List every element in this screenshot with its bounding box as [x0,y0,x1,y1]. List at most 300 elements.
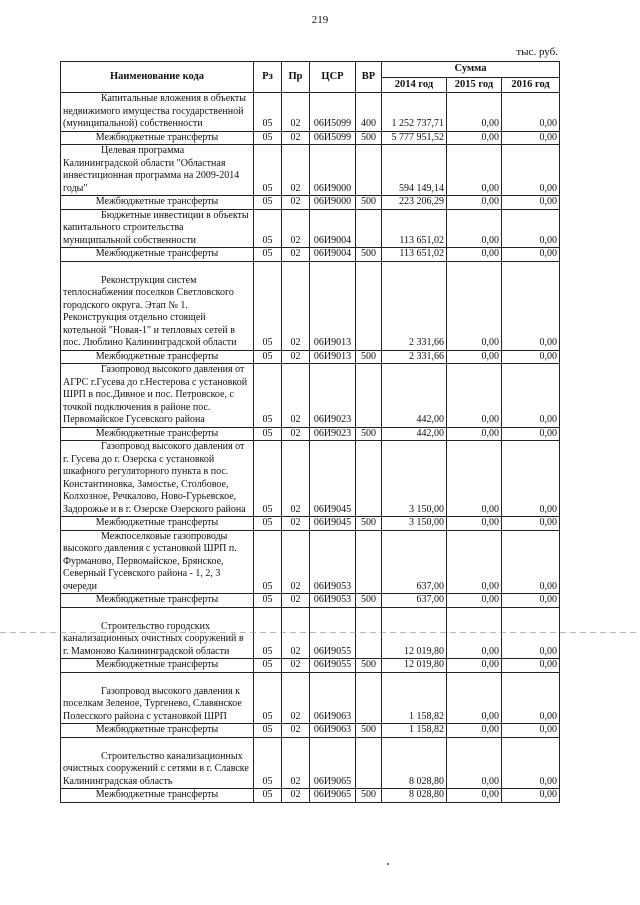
row-2014-text: 1 158,82 [409,724,444,735]
row-vr [356,737,382,789]
units-label: тыс. руб. [516,46,558,58]
row-rz-text: 05 [262,789,273,800]
row-2016 [502,209,560,248]
table-row [61,350,560,364]
table-row [61,530,560,594]
table-row [61,131,560,145]
row-rz [254,789,282,803]
row-pr-text: 02 [290,580,301,592]
row-rz-text: 05 [262,710,273,722]
budget-table [60,61,560,803]
row-rz [254,145,282,196]
row-2014 [382,659,447,673]
row-rz [254,594,282,608]
row-name [61,248,254,262]
row-2016-text: 0,00 [539,789,558,800]
row-pr-text: 02 [290,234,301,246]
row-csr [310,350,356,364]
row-name [61,261,254,350]
row-2016-text: 0,00 [539,337,558,348]
row-2016 [502,427,560,441]
row-2016 [502,737,560,789]
row-2016-text: 0,00 [539,350,558,362]
header-2016: 2016 год [502,77,560,93]
row-2016-text: 0,00 [539,196,558,207]
row-csr-text: 06И9013 [313,350,352,362]
row-pr-text: 02 [290,427,301,439]
row-2016-text: 0,00 [539,182,558,194]
row-vr [356,145,382,196]
row-2016-text: 0,00 [539,234,558,246]
row-csr [310,364,356,428]
row-name-text: Межбюджетные трансферты [95,517,219,528]
row-rz [254,427,282,441]
row-vr-text: 500 [361,789,376,800]
header-row-top [61,62,560,78]
row-2014-text: 12 019,80 [404,645,444,657]
row-vr [356,209,382,248]
row-2014-text: 594 149,14 [399,182,444,194]
row-2016-text: 0,00 [539,594,558,605]
header-name: Наименование кода [61,62,254,93]
row-2014 [382,789,447,803]
row-2015-text: 0,00 [481,414,499,425]
row-2014 [382,248,447,262]
row-name [61,427,254,441]
row-csr-text: 06И5099 [313,131,352,143]
row-rz-text: 05 [262,118,273,129]
row-pr [282,145,310,196]
row-2014 [382,93,447,132]
row-pr-text: 02 [290,503,301,515]
row-2014 [382,517,447,531]
row-2014 [382,209,447,248]
row-rz-text: 05 [262,580,273,592]
row-2016 [502,196,560,210]
row-pr [282,427,310,441]
row-name [61,517,254,531]
row-pr-text: 02 [290,131,301,143]
row-2014 [382,672,447,724]
row-name [61,724,254,738]
row-name-text: Межбюджетные трансферты [95,659,219,670]
row-2015-text: 0,00 [481,503,499,515]
row-name-text: Реконструкция систем теплоснабжения поселков Светловского городского округа. Этап № 1. Реконструкция отдельно стоящей котельной "Новая-1" и тепловых сетей в пос. Люблино Калининградской области [63,274,237,348]
row-csr-text: 06И9013 [313,337,352,348]
row-2016-text: 0,00 [539,131,558,143]
row-vr-text: 500 [361,517,376,528]
row-pr [282,659,310,673]
row-vr-text: 500 [361,427,376,439]
row-vr [356,530,382,594]
row-pr [282,248,310,262]
row-2015 [447,350,502,364]
row-name-text: Целевая программа Калининградской области "Областная инвестиционная программа на 2009-2014 годы" [63,145,240,194]
row-rz [254,261,282,350]
row-2015-text: 0,00 [481,710,499,722]
table-row [61,93,560,132]
row-vr-text: 500 [361,594,376,605]
row-csr-text: 06И9063 [313,724,352,735]
row-2015 [447,737,502,789]
table-row [61,789,560,803]
row-2015 [447,789,502,803]
row-pr-text: 02 [290,724,301,735]
row-vr [356,93,382,132]
page-number: 219 [311,14,329,26]
row-2015 [447,659,502,673]
row-2014 [382,441,447,517]
row-2015-text: 0,00 [481,118,499,129]
row-2015 [447,427,502,441]
row-vr [356,441,382,517]
row-2014-text: 113 651,02 [399,248,444,259]
row-2015 [447,209,502,248]
row-vr-text: 400 [361,118,376,129]
row-2014 [382,364,447,428]
table-row [61,659,560,673]
row-vr [356,517,382,531]
row-name-text: Газопровод высокого давления к поселкам Зеленое, Тургенево, Славянское Полесского района с установкой ШРП [63,685,242,722]
scan-artifact-line [0,632,640,633]
row-csr-text: 06И9055 [313,645,352,657]
row-2014-text: 8 028,80 [409,775,444,787]
row-2014-text: 1 158,82 [409,710,444,722]
row-csr [310,93,356,132]
scan-dot [387,863,389,865]
table-row [61,441,560,517]
row-pr [282,350,310,364]
row-name [61,145,254,196]
row-csr-text: 06И9063 [313,710,352,722]
row-pr [282,517,310,531]
row-2014 [382,530,447,594]
row-2014 [382,350,447,364]
row-name-text: Межбюджетные трансферты [95,248,219,259]
row-vr [356,659,382,673]
table-row [61,724,560,738]
row-2014 [382,131,447,145]
row-csr [310,789,356,803]
row-name-text: Строительство городских канализационных очистных сооружений в г. Мамоново Калининградской области [63,620,244,657]
row-pr-text: 02 [290,182,301,194]
row-pr [282,672,310,724]
row-2014 [382,196,447,210]
table-row [61,196,560,210]
row-vr [356,350,382,364]
row-rz-text: 05 [262,724,273,735]
row-name [61,364,254,428]
row-rz [254,209,282,248]
header-2014: 2014 год [382,77,447,93]
row-2016 [502,93,560,132]
row-2015-text: 0,00 [481,594,499,605]
row-csr [310,594,356,608]
table-row [61,517,560,531]
table-row [61,364,560,428]
row-2015-text: 0,00 [481,234,499,246]
row-2015-text: 0,00 [481,131,499,143]
row-2016-text: 0,00 [539,580,558,592]
header-csr: ЦСР [310,62,356,93]
row-csr [310,131,356,145]
row-vr [356,196,382,210]
row-vr [356,672,382,724]
row-rz-text: 05 [262,248,273,259]
row-rz [254,672,282,724]
row-2014-text: 442,00 [416,414,444,425]
row-rz-text: 05 [262,427,273,439]
row-name [61,659,254,673]
row-pr [282,724,310,738]
row-csr [310,672,356,724]
row-2014-text: 2 331,66 [409,350,444,362]
row-2015 [447,196,502,210]
row-2016-text: 0,00 [539,710,558,722]
row-csr-text: 06И9023 [313,414,352,425]
row-csr-text: 06И9023 [313,427,352,439]
row-rz [254,93,282,132]
row-2015 [447,93,502,132]
row-csr [310,248,356,262]
row-name-text: Межпоселковые газопроводы высокого давления с установкой ШРП п. Фурманово, Первомайское, Брянское, Северный Гусевского района - 1, 2, 3 очереди [63,530,237,592]
row-2014-text: 113 651,02 [399,234,444,246]
table-row [61,737,560,789]
row-2016-text: 0,00 [539,517,558,528]
row-rz-text: 05 [262,414,273,425]
header-pr: Пр [282,62,310,93]
row-csr-text: 06И9065 [313,775,352,787]
row-csr [310,441,356,517]
row-rz [254,441,282,517]
row-2016-text: 0,00 [539,414,558,425]
row-name [61,209,254,248]
row-csr-text: 06И5099 [313,118,352,129]
table-row [61,209,560,248]
header-rz: Рз [254,62,282,93]
row-rz [254,517,282,531]
row-2014-text: 3 150,00 [409,503,444,515]
row-rz-text: 05 [262,131,273,143]
row-name [61,737,254,789]
row-csr [310,261,356,350]
row-pr-text: 02 [290,594,301,605]
row-pr [282,441,310,517]
table-row [61,248,560,262]
row-csr-text: 06И9065 [313,789,352,800]
row-name-text: Межбюджетные трансферты [95,789,219,800]
row-2016 [502,789,560,803]
row-2016 [502,441,560,517]
row-vr-text: 500 [361,659,376,670]
row-csr-text: 06И9045 [313,517,352,528]
row-2015-text: 0,00 [481,659,499,670]
row-rz [254,737,282,789]
row-rz-text: 05 [262,196,273,207]
row-name [61,350,254,364]
row-rz-text: 05 [262,659,273,670]
row-2016-text: 0,00 [539,645,558,657]
row-2014-text: 442,00 [416,427,444,439]
row-vr [356,261,382,350]
row-2014-text: 223 206,29 [399,196,444,207]
row-2016-text: 0,00 [539,503,558,515]
table-row [61,261,560,350]
row-vr [356,789,382,803]
row-vr-text: 500 [361,248,376,259]
table-row [61,145,560,196]
row-2015 [447,261,502,350]
row-rz-text: 05 [262,182,273,194]
row-name-text: Межбюджетные трансферты [95,427,219,439]
row-pr-text: 02 [290,789,301,800]
row-2014 [382,261,447,350]
row-name [61,441,254,517]
row-2015-text: 0,00 [481,427,499,439]
row-2015-text: 0,00 [481,248,499,259]
row-pr [282,789,310,803]
row-rz-text: 05 [262,517,273,528]
header-vr: ВР [356,62,382,93]
row-2016 [502,261,560,350]
row-pr-text: 02 [290,118,301,129]
row-pr-text: 02 [290,196,301,207]
row-rz-text: 05 [262,234,273,246]
row-2016-text: 0,00 [539,775,558,787]
row-name [61,672,254,724]
row-csr-text: 06И9000 [313,182,352,194]
row-pr [282,530,310,594]
row-2016 [502,594,560,608]
row-2015 [447,594,502,608]
row-csr [310,530,356,594]
row-2015-text: 0,00 [481,196,499,207]
row-2015 [447,517,502,531]
row-2014-text: 8 028,80 [409,789,444,800]
row-2015 [447,672,502,724]
row-rz-text: 05 [262,350,273,362]
row-csr [310,145,356,196]
row-rz-text: 05 [262,645,273,657]
row-2015-text: 0,00 [481,789,499,800]
row-2016 [502,672,560,724]
row-pr [282,93,310,132]
row-2016 [502,350,560,364]
row-2015 [447,364,502,428]
row-name-text: Межбюджетные трансферты [95,724,219,735]
row-csr [310,724,356,738]
row-rz [254,364,282,428]
row-vr [356,594,382,608]
row-rz [254,659,282,673]
row-2014 [382,145,447,196]
row-pr-text: 02 [290,517,301,528]
row-2016 [502,517,560,531]
row-csr [310,196,356,210]
row-csr [310,427,356,441]
row-csr [310,517,356,531]
row-pr [282,196,310,210]
row-2015-text: 0,00 [481,350,499,362]
row-2015 [447,441,502,517]
row-pr-text: 02 [290,659,301,670]
row-name-text: Бюджетные инвестиции в объекты капитального строительства муниципальной собственности [63,209,249,246]
row-2016 [502,724,560,738]
row-2016 [502,145,560,196]
row-2014-text: 637,00 [416,594,444,605]
row-pr [282,364,310,428]
row-csr-text: 06И9004 [313,248,352,259]
row-vr [356,131,382,145]
table-row [61,427,560,441]
row-name-text: Межбюджетные трансферты [95,196,219,207]
row-pr [282,737,310,789]
row-rz [254,131,282,145]
row-2014-text: 3 150,00 [409,517,444,528]
row-2016 [502,530,560,594]
row-rz [254,530,282,594]
row-rz-text: 05 [262,594,273,605]
row-2015-text: 0,00 [481,580,499,592]
row-name [61,93,254,132]
row-vr-text: 500 [361,724,376,735]
row-2015-text: 0,00 [481,724,499,735]
row-vr [356,248,382,262]
row-2016 [502,248,560,262]
row-2016 [502,659,560,673]
row-pr-text: 02 [290,350,301,362]
row-2015 [447,131,502,145]
row-pr [282,594,310,608]
row-rz-text: 05 [262,337,273,348]
row-name-text: Межбюджетные трансферты [95,350,219,362]
row-2016-text: 0,00 [539,248,558,259]
row-2014 [382,594,447,608]
table-body [61,93,560,803]
row-2015 [447,530,502,594]
row-2015 [447,145,502,196]
row-csr [310,737,356,789]
row-vr [356,427,382,441]
row-vr-text: 500 [361,131,376,143]
row-name-text: Межбюджетные трансферты [95,131,219,143]
table-row [61,594,560,608]
row-pr-text: 02 [290,645,301,657]
row-name [61,530,254,594]
row-csr-text: 06И9000 [313,196,352,207]
header-2015: 2015 год [447,77,502,93]
row-2016-text: 0,00 [539,427,558,439]
table-row [61,672,560,724]
row-pr-text: 02 [290,710,301,722]
row-vr-text: 500 [361,350,376,362]
row-2014-text: 5 777 951,52 [391,131,444,143]
row-pr [282,209,310,248]
row-2014-text: 2 331,66 [409,337,444,348]
row-csr-text: 06И9053 [313,580,352,592]
row-2014 [382,427,447,441]
row-2015-text: 0,00 [481,775,499,787]
row-rz [254,350,282,364]
row-2015-text: 0,00 [481,517,499,528]
row-vr-text: 500 [361,196,376,207]
row-pr-text: 02 [290,414,301,425]
row-name-text: Строительство канализационных очистных сооружений с сетями в г. Славске Калининградская область [63,750,249,787]
row-csr-text: 06И9055 [313,659,352,670]
row-2015 [447,724,502,738]
row-rz-text: 05 [262,775,273,787]
row-2014 [382,724,447,738]
